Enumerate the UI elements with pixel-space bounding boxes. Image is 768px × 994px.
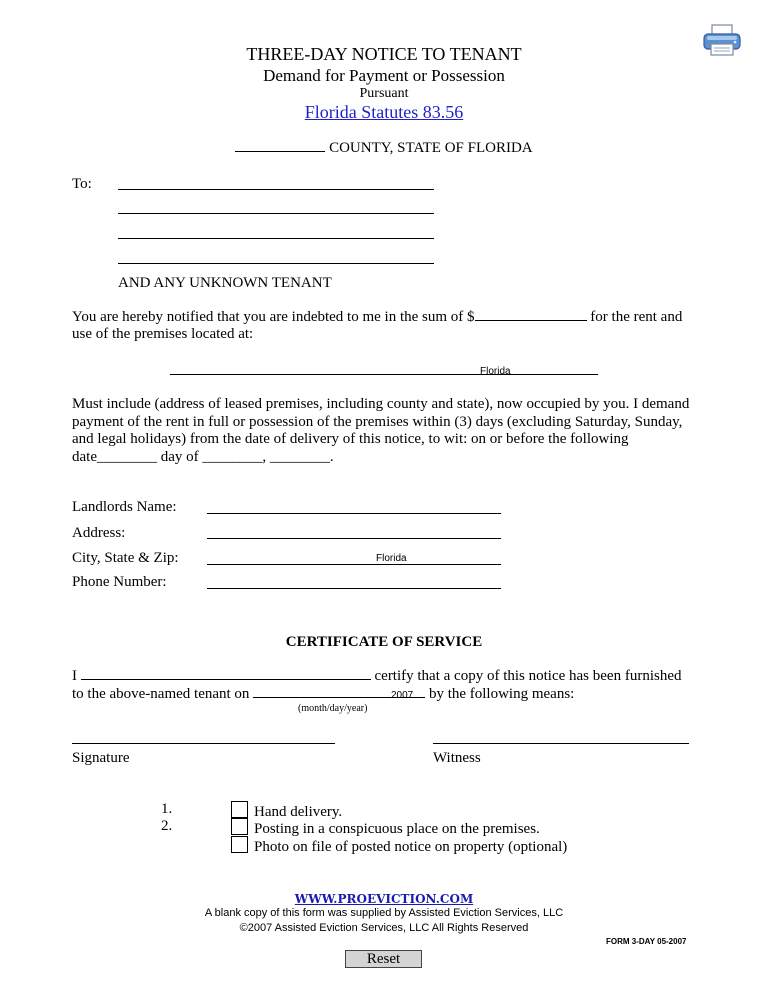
- hand-delivery-checkbox[interactable]: [231, 801, 248, 818]
- posting-checkbox[interactable]: [231, 818, 248, 835]
- unknown-tenant-text: AND ANY UNKNOWN TENANT: [118, 275, 332, 291]
- to-label: To:: [72, 176, 92, 192]
- certify-line: [72, 668, 681, 685]
- tenant-name-line-3[interactable]: [118, 238, 434, 239]
- landlord-name-field[interactable]: [207, 513, 501, 514]
- form-id: FORM 3-DAY 05-2007: [606, 937, 687, 946]
- tenant-date-line: [72, 686, 574, 703]
- rent-amount-field[interactable]: [475, 320, 587, 321]
- certify-text: certify that a copy of this notice has been furnished: [374, 668, 682, 684]
- copyright-text: ©2007 Assisted Eviction Services, LLC All Rights Reserved: [239, 922, 529, 934]
- county-field[interactable]: [235, 151, 325, 152]
- website-link-text[interactable]: WWW.PROEVICTION.COM: [294, 892, 474, 906]
- means-num-2: 2.: [161, 818, 173, 834]
- certificate-heading: CERTIFICATE OF SERVICE: [285, 634, 483, 650]
- signature-line[interactable]: [72, 743, 335, 744]
- notice-text-a: You are hereby notified that you are indebted to me in the sum of $: [72, 309, 475, 325]
- pursuant-text: Pursuant: [359, 86, 409, 101]
- means-num-1: 1.: [161, 801, 173, 817]
- date-format-hint: (month/day/year): [298, 703, 368, 714]
- landlord-address-field[interactable]: [207, 538, 501, 539]
- landlord-city-field[interactable]: [207, 564, 501, 565]
- statute-link-text[interactable]: Florida Statutes 83.56: [304, 102, 464, 122]
- tenant-name-line-4[interactable]: [118, 263, 434, 264]
- means-item-3: [231, 836, 567, 856]
- landlord-phone-field[interactable]: [207, 588, 501, 589]
- landlord-address-label: Address:: [72, 525, 126, 541]
- signature-label: Signature: [72, 750, 130, 766]
- statute-link[interactable]: [0, 102, 768, 123]
- means-label-1: Hand delivery.: [254, 804, 343, 820]
- reset-button[interactable]: Reset: [345, 950, 422, 968]
- form-subtitle: Demand for Payment or Possession: [263, 66, 505, 85]
- certifier-name-field[interactable]: [81, 679, 371, 680]
- tenant-text: to the above-named tenant on: [72, 686, 250, 702]
- website-link[interactable]: [0, 890, 768, 908]
- form-title: THREE-DAY NOTICE TO TENANT: [246, 44, 522, 64]
- witness-line[interactable]: [433, 743, 689, 744]
- witness-label: Witness: [433, 750, 481, 766]
- notice-text-b: for the rent and: [590, 309, 683, 325]
- county-line: [0, 140, 768, 157]
- means-label-2: Posting in a conspicuous place on the premises.: [254, 821, 540, 837]
- photo-checkbox[interactable]: [231, 836, 248, 853]
- service-year-value: 2007: [391, 690, 414, 701]
- tenant-name-line-2[interactable]: [118, 213, 434, 214]
- landlord-phone-label: Phone Number:: [72, 574, 167, 590]
- landlord-name-label: Landlords Name:: [72, 499, 177, 515]
- landlord-state-value: Florida: [376, 553, 407, 564]
- premises-address-line[interactable]: [170, 374, 598, 375]
- county-label: COUNTY, STATE OF FLORIDA: [329, 140, 533, 156]
- supplied-text: A blank copy of this form was supplied by Assisted Eviction Services, LLC: [204, 907, 564, 919]
- means-item-2: [231, 818, 540, 838]
- landlord-city-label: City, State & Zip:: [72, 550, 179, 566]
- means-label-3: Photo on file of posted notice on property (optional): [254, 839, 568, 855]
- notice-line-1: [72, 309, 682, 326]
- tenant-name-line-1[interactable]: [118, 189, 434, 190]
- demand-paragraph: Must include (address of leased premises, including county and state), now occupied by you. I demand payment of the rent in full or possession of the premises within (3) days (excluding Saturday, Sunday, and legal holidays) from the date of delivery of this notice, to wit: on or before the following date________ day of ________, ________.: [72, 396, 690, 465]
- means-text: by the following means:: [428, 686, 575, 702]
- notice-line-2: use of the premises located at:: [72, 326, 254, 342]
- certify-i-label: I: [72, 668, 77, 684]
- premises-state-value: Florida: [480, 366, 511, 377]
